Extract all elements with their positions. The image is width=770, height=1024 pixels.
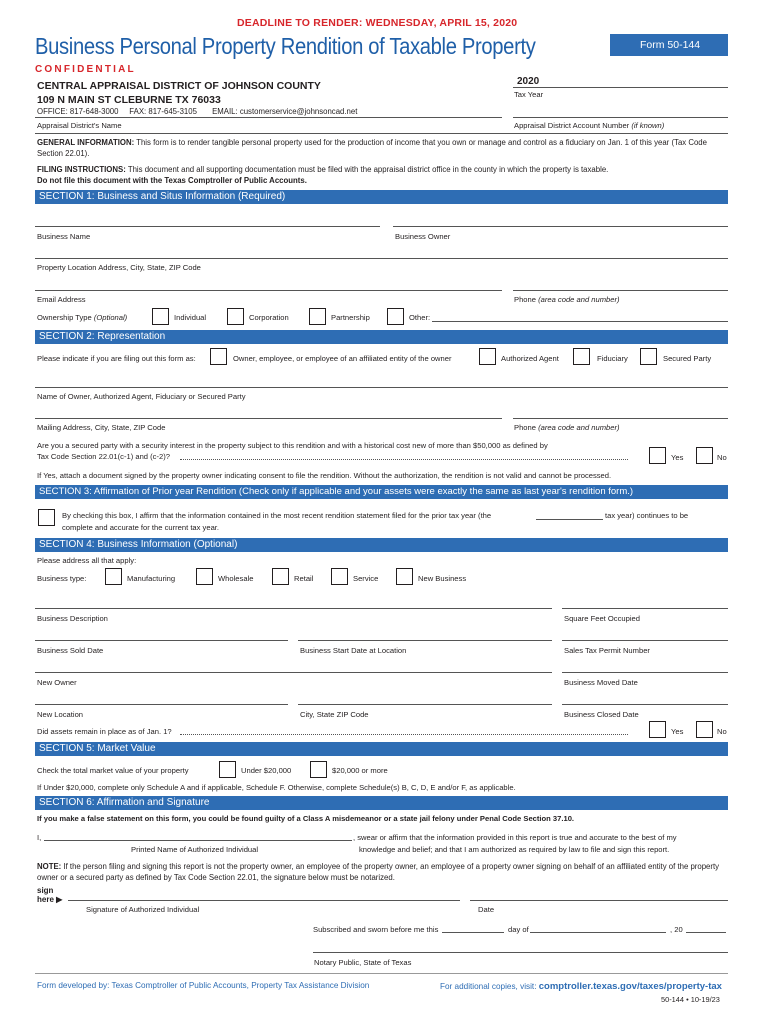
phone-field[interactable]: [513, 290, 728, 291]
section-1-header: SECTION 1: Business and Situs Information (Required): [35, 190, 728, 204]
checkbox-20000-or-more[interactable]: [310, 761, 327, 778]
email-caption: Email Address: [37, 295, 86, 304]
section-2-header: SECTION 2: Representation: [35, 330, 728, 344]
option-under-20000: Under $20,000: [241, 766, 292, 775]
option-authorized-agent: Authorized Agent: [501, 354, 559, 363]
representative-name-caption: Name of Owner, Authorized Agent, Fiduciary or Secured Party: [37, 392, 246, 401]
page-title: Business Personal Property Rendition of Taxable Property: [35, 33, 536, 59]
district-address: 109 N MAIN ST CLEBURNE TX 76033: [37, 94, 221, 106]
sworn-text: Subscribed and sworn before me this: [313, 925, 439, 934]
checkbox-manufacturing[interactable]: [105, 568, 122, 585]
business-sold-caption: Business Sold Date: [37, 646, 104, 655]
business-type-label: Business type:: [37, 574, 87, 583]
checkbox-individual[interactable]: [152, 308, 169, 325]
option-fiduciary: Fiduciary: [597, 354, 628, 363]
arrow-right-icon: ▶: [53, 894, 63, 904]
option-partnership: Partnership: [331, 313, 370, 322]
notary-caption: Notary Public, State of Texas: [314, 958, 412, 967]
secured-party-note: If Yes, attach a document signed by the property owner indicating consent to file the rendition. Without the authorization, the rendition is not valid and cannot be processed.: [37, 471, 612, 480]
representative-phone-caption: Phone (area code and number): [514, 423, 620, 432]
form-developed-by: Form developed by: Texas Comptroller of Public Accounts, Property Tax Assistance Division: [37, 981, 370, 990]
address-all-label: Please address all that apply:: [37, 556, 137, 565]
option-new-business: New Business: [418, 574, 467, 583]
checkbox-prior-year-affirmation[interactable]: [38, 509, 55, 526]
city-zip-field[interactable]: [298, 704, 552, 705]
sworn-day-field[interactable]: [442, 932, 504, 933]
start-date-caption: Business Start Date at Location: [300, 646, 407, 655]
option-corporation: Corporation: [249, 313, 289, 322]
section-5-header: SECTION 5: Market Value: [35, 742, 728, 756]
checkbox-authorized-agent[interactable]: [479, 348, 496, 365]
notarization-note: NOTE: If the person filing and signing this report is not the property owner, an employee of the property owner, an employee of a property owner signing on behalf of an affiliated entity of the property owner or a secured party as defined by Tax Code Section 22.01, the signature below must be notarized.: [37, 862, 720, 882]
moved-date-caption: Business Moved Date: [564, 678, 638, 687]
email-field[interactable]: [35, 290, 502, 291]
assets-yes-label: Yes: [671, 727, 684, 736]
new-location-caption: New Location: [37, 710, 84, 719]
option-owner: Owner, employee, or employee of an affiliated entity of the owner: [233, 354, 452, 363]
business-owner-field[interactable]: [393, 226, 728, 227]
filing-instructions: FILING INSTRUCTIONS: This document and all supporting documentation must be filed with the appraisal district office in the county in which the property is taxable. Do not file this document with the Texas Comptroller of Public Accounts.: [37, 165, 609, 185]
sales-tax-permit-caption: Sales Tax Permit Number: [564, 646, 650, 655]
tax-year-caption: Tax Year: [514, 90, 544, 99]
signature-field[interactable]: [68, 900, 460, 901]
checkbox-other[interactable]: [387, 308, 404, 325]
secured-party-question: Are you a secured party with a security interest in the property subject to this rendition and with a historical cost new of more than $50,000 as defined by: [37, 441, 548, 450]
checkbox-new-business[interactable]: [396, 568, 413, 585]
district-name: CENTRAL APPRAISAL DISTRICT OF JOHNSON COUNTY: [37, 80, 321, 92]
market-value-note: If Under $20,000, complete only Schedule A and if applicable, Schedule F. Otherwise, complete Schedule(s) B, C, D, E and/or F, as applicable.: [37, 783, 516, 792]
day-of-label: day of: [508, 925, 529, 934]
sworn-year-field[interactable]: [686, 932, 726, 933]
checkbox-under-20000[interactable]: [219, 761, 236, 778]
account-number-caption: Appraisal District Account Number (if known): [514, 121, 665, 130]
account-number-field[interactable]: [513, 117, 728, 118]
section-6-header: SECTION 6: Affirmation and Signature: [35, 796, 728, 810]
form-revision: 50-144 • 10-19/23: [661, 995, 720, 1004]
header-divider: [35, 133, 728, 134]
mailing-address-field[interactable]: [35, 418, 502, 419]
option-wholesale: Wholesale: [218, 574, 254, 583]
square-feet-field[interactable]: [562, 608, 728, 609]
assets-no-label: No: [717, 727, 727, 736]
option-retail: Retail: [294, 574, 314, 583]
footer-divider: [35, 973, 728, 974]
business-sold-field[interactable]: [35, 640, 288, 641]
notary-signature-field[interactable]: [313, 952, 728, 953]
closed-date-field[interactable]: [562, 704, 728, 705]
option-20000-or-more: $20,000 or more: [332, 766, 388, 775]
sales-tax-permit-field[interactable]: [562, 640, 728, 641]
checkbox-service[interactable]: [331, 568, 348, 585]
property-location-caption: Property Location Address, City, State, ZIP Code: [37, 263, 201, 272]
checkbox-secured-party[interactable]: [640, 348, 657, 365]
property-location-field[interactable]: [35, 258, 728, 259]
representative-phone-field[interactable]: [513, 418, 728, 419]
i-label: I,: [37, 833, 42, 842]
additional-copies: For additional copies, visit: comptroller.texas.gov/taxes/property-tax: [440, 981, 722, 992]
business-description-caption: Business Description: [37, 614, 108, 623]
new-owner-caption: New Owner: [37, 678, 77, 687]
swear-text-1: , swear or affirm that the information provided in this report is true and accurate to the best of my: [353, 833, 677, 842]
city-zip-caption: City, State ZIP Code: [300, 710, 369, 719]
general-information: GENERAL INFORMATION: This form is to render tangible personal property used for the production of income that you own or manage and control as a fiduciary on Jan. 1 of this year (Tax Code Section 22.01).: [37, 138, 707, 158]
district-contact: OFFICE: 817-648-3000 FAX: 817-645-3105 EMAIL: customerservice@johnsoncad.net: [37, 107, 358, 116]
district-caption: Appraisal District's Name: [37, 121, 122, 130]
prior-year-text-1a: By checking this box, I affirm that the information contained in the most recent rendition statement filed for the prior tax year (the: [62, 511, 492, 520]
sworn-month-field[interactable]: [530, 932, 666, 933]
mailing-address-caption: Mailing Address, City, State, ZIP Code: [37, 423, 166, 432]
secured-party-question-line2: Tax Code Section 22.01(c-1) and (c-2)?: [37, 452, 170, 461]
business-owner-caption: Business Owner: [395, 232, 451, 241]
ownership-type-label: Ownership Type (Optional): [37, 313, 128, 322]
checkbox-corporation[interactable]: [227, 308, 244, 325]
checkbox-assets-yes[interactable]: [649, 721, 666, 738]
secured-yes-label: Yes: [671, 453, 684, 462]
prior-year-text-1b: tax year) continues to be: [605, 511, 689, 520]
form-number-badge: Form 50-144: [610, 34, 728, 56]
checkbox-owner[interactable]: [210, 348, 227, 365]
false-statement-warning: If you make a false statement on this form, you could be found guilty of a Class A misdemeanor or a state jail felony under Penal Code Section 37.10.: [37, 814, 575, 823]
phone-caption: Phone (area code and number): [514, 295, 620, 304]
confidential-label: CONFIDENTIAL: [35, 64, 136, 75]
signature-caption: Signature of Authorized Individual: [86, 905, 200, 914]
checkbox-retail[interactable]: [272, 568, 289, 585]
checkbox-secured-no[interactable]: [696, 447, 713, 464]
market-value-prompt: Check the total market value of your property: [37, 766, 189, 775]
start-date-field[interactable]: [298, 640, 552, 641]
square-feet-caption: Square Feet Occupied: [564, 614, 640, 623]
secured-no-label: No: [717, 453, 727, 462]
tax-year-value[interactable]: 2020: [517, 76, 540, 87]
checkbox-fiduciary[interactable]: [573, 348, 590, 365]
assets-question: Did assets remain in place as of Jan. 1?: [37, 727, 172, 736]
checkbox-partnership[interactable]: [309, 308, 326, 325]
date-caption: Date: [478, 905, 495, 914]
printed-name-field[interactable]: [44, 840, 352, 841]
business-description-field[interactable]: [35, 608, 552, 609]
option-other: Other:: [409, 313, 431, 322]
date-field[interactable]: [470, 900, 728, 901]
district-underline: [35, 117, 502, 118]
representation-prompt: Please indicate if you are filing out this form as:: [37, 354, 196, 363]
business-name-caption: Business Name: [37, 232, 91, 241]
checkbox-wholesale[interactable]: [196, 568, 213, 585]
leader-dots: [180, 459, 628, 460]
comptroller-link[interactable]: comptroller.texas.gov/taxes/property-tax: [538, 981, 722, 992]
new-owner-field[interactable]: [35, 672, 552, 673]
tax-year-underline: [513, 87, 728, 88]
closed-date-caption: Business Closed Date: [564, 710, 639, 719]
sign-here-marker: sign here ▶: [37, 886, 63, 904]
checkbox-assets-no[interactable]: [696, 721, 713, 738]
new-location-field[interactable]: [35, 704, 288, 705]
option-secured-party: Secured Party: [663, 354, 712, 363]
business-name-field[interactable]: [35, 226, 380, 227]
printed-name-caption: Printed Name of Authorized Individual: [131, 845, 259, 854]
prior-year-field[interactable]: [536, 519, 603, 520]
other-field[interactable]: [432, 321, 728, 322]
option-manufacturing: Manufacturing: [127, 574, 176, 583]
section-3-header: SECTION 3: Affirmation of Prior year Rendition (Check only if applicable and your assets were exactly the same as last year's rendition form.): [35, 485, 728, 499]
leader-dots: [180, 734, 628, 735]
option-service: Service: [353, 574, 379, 583]
year-prefix: , 20: [670, 925, 683, 934]
option-individual: Individual: [174, 313, 207, 322]
prior-year-text-2: complete and accurate for the current tax year.: [62, 523, 220, 532]
swear-text-2: knowledge and belief; and that I am authorized as required by law to file and sign this report.: [359, 845, 670, 854]
representative-name-field[interactable]: [35, 387, 728, 388]
moved-date-field[interactable]: [562, 672, 728, 673]
checkbox-secured-yes[interactable]: [649, 447, 666, 464]
deadline-banner: DEADLINE TO RENDER: WEDNESDAY, APRIL 15, 2020: [237, 17, 518, 29]
section-4-header: SECTION 4: Business Information (Optional): [35, 538, 728, 552]
